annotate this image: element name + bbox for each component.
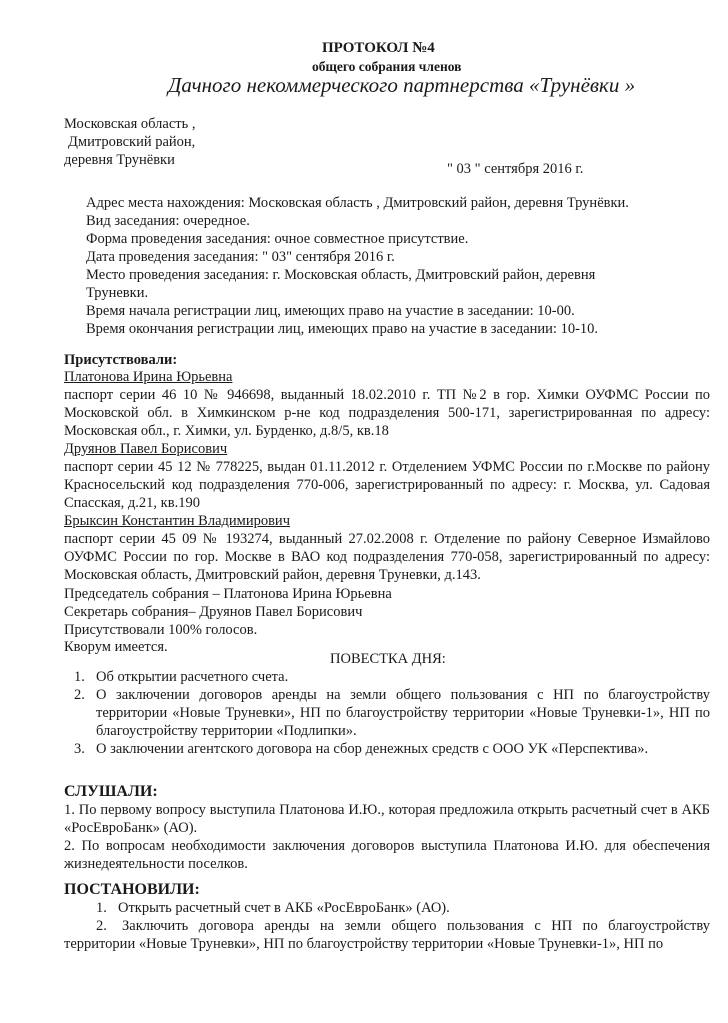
attendee-name: Брыксин Константин Владимирович	[64, 513, 290, 529]
location-region: Московская область ,	[64, 116, 196, 132]
agenda-item-number: 3.	[74, 741, 85, 757]
attendee-name: Платонова Ирина Юрьевна	[64, 369, 233, 385]
info-place-cont: Труневки.	[86, 285, 149, 301]
info-place: Место проведения заседания: г. Московская область, Дмитровский район, деревня	[86, 267, 596, 283]
attendee-name: Друянов Павел Борисович	[64, 441, 228, 457]
info-address: Адрес места нахождения: Московская область , Дмитровский район, деревня Трунёвки.	[86, 195, 629, 211]
meeting-date: " 03 " сентября 2016 г.	[447, 161, 584, 177]
resolved-item-number: 1.	[96, 900, 107, 916]
agenda-heading: ПОВЕСТКА ДНЯ:	[330, 651, 446, 667]
info-reg-end: Время окончания регистрации лиц, имеющих право на участие в заседании: 10-10.	[86, 321, 599, 337]
resolved-item-text: Заключить договора аренды на земли общего пользования с НП по благоустройству территории «Новые Труневки», НП по благоустройству территории «Новые Труневки-1», НП по	[64, 918, 710, 952]
secretary: Секретарь собрания– Друянов Павел Борисович	[64, 604, 363, 620]
agenda-item-number: 1.	[74, 669, 85, 685]
agenda-item-number: 2.	[74, 687, 85, 703]
info-form: Форма проведения заседания: очное совместное присутствие.	[86, 231, 469, 247]
protocol-subtitle: общего собрания членов	[312, 59, 462, 74]
attendees-heading: Присутствовали:	[64, 352, 178, 368]
info-type: Вид заседания: очередное.	[86, 213, 250, 229]
agenda-item-text: Об открытии расчетного счета.	[96, 669, 289, 685]
location-village: деревня Трунёвки	[64, 152, 175, 168]
quorum-status: Кворум имеется.	[64, 639, 168, 655]
heard-heading: СЛУШАЛИ:	[64, 783, 158, 800]
info-date: Дата проведения заседания: " 03" сентября 2016 г.	[86, 249, 395, 265]
info-reg-start: Время начала регистрации лиц, имеющих право на участие в заседании: 10-00.	[86, 303, 575, 319]
heard-item: 1. По первому вопросу выступила Платонова И.Ю., которая предложила открыть расчетный счет в АКБ «РосЕвроБанк» (АО).	[64, 802, 710, 836]
organization-name: Дачного некоммерческого партнерства «Трунёвки »	[168, 73, 636, 97]
resolved-item-text: Открыть расчетный счет в АКБ «РосЕвроБанк» (АО).	[118, 900, 450, 916]
agenda-item-text: О заключении договоров аренды на земли общего пользования с НП по благоустройству территории «Новые Труневки», НП по благоустройству территории «Новые Труневки-1», НП по благоустройству территории «Подлипки».	[96, 687, 710, 739]
location-district: Дмитровский район,	[68, 134, 196, 150]
resolved-item-number: 2.	[96, 918, 107, 934]
attendee-details: паспорт серии 45 12 № 778225, выдан 01.11.2012 г. Отделением УФМС России по г.Москве по району Красносельский код подразделения 770-006, зарегистрированный по адресу: г. Москва, ул. Садовая Спасская, д.21, кв.190	[64, 459, 710, 511]
protocol-title: ПРОТОКОЛ №4	[322, 40, 435, 56]
chairperson: Председатель собрания – Платонова Ирина Юрьевна	[64, 586, 392, 602]
attendee-details: паспорт серии 46 10 № 946698, выданный 18.02.2010 г. ТП №2 в гор. Химки ОУФМС России по Московской обл. в Химкинском р-не код подразделения 500-171, зарегистрированная по адресу: Московская обл., г. Химки, ул. Бурденко, д.8/5, кв.18	[64, 387, 710, 439]
attendance-percent: Присутствовали 100% голосов.	[64, 622, 258, 638]
attendee-details: паспорт серии 45 09 № 193274, выданный 27.02.2008 г. Отделение по району Северное Измайлово ОУФМС России по гор. Москве в ВАО код подразделения 770-058, зарегистрированный по адресу: Московская область, Дмитровский район, деревня Труневки, д.143.	[64, 531, 710, 583]
resolved-heading: ПОСТАНОВИЛИ:	[64, 881, 200, 898]
agenda-item-text: О заключении агентского договора на сбор денежных средств с ООО УК «Перспектива».	[96, 741, 649, 757]
heard-item: 2. По вопросам необходимости заключения договоров выступила Платонова И.Ю. для обеспечения жизнедеятельности поселков.	[64, 838, 710, 872]
